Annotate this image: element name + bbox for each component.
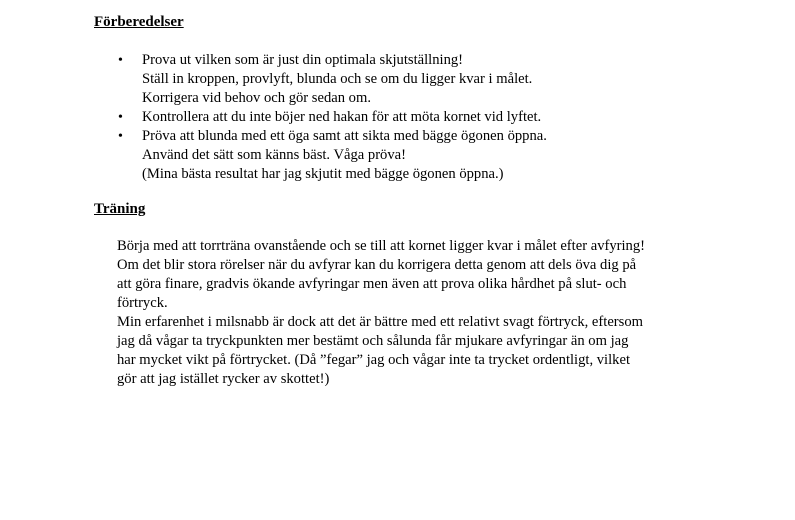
paragraph-text-line: har mycket vikt på förtrycket. (Då ”fegar” jag och vågar inte ta trycket ordentligt, vilket bbox=[117, 352, 630, 368]
bullet-text-line: Korrigera vid behov och gör sedan om. bbox=[142, 90, 371, 106]
list-item bbox=[117, 127, 547, 184]
paragraph-text-line: Om det blir stora rörelser när du avfyrar kan du korrigera detta genom att dels öva dig på bbox=[117, 257, 637, 273]
paragraph-text-line: förtryck. bbox=[117, 295, 168, 311]
list-item bbox=[117, 108, 547, 127]
list-item bbox=[117, 51, 547, 108]
paragraph-text-line: att göra finare, gradvis ökande avfyringar men även att prova olika hårdhet på slut- och bbox=[117, 276, 627, 292]
bullet-text-line: Kontrollera att du inte böjer ned hakan för att möta kornet vid lyftet. bbox=[142, 109, 542, 125]
bullet-icon: • bbox=[118, 53, 123, 68]
bullet-icon: • bbox=[118, 129, 123, 144]
section-heading-preparations: Förberedelser bbox=[94, 14, 184, 30]
paragraph-text-line: gör att jag istället rycker av skottet!) bbox=[117, 371, 330, 387]
bullet-text-line: Ställ in kroppen, provlyft, blunda och se om du ligger kvar i målet. bbox=[142, 71, 533, 87]
bullet-text-line: Använd det sätt som känns bäst. Våga pröva! bbox=[142, 147, 406, 163]
preparations-bullet-list bbox=[117, 51, 547, 184]
bullet-text-line: (Mina bästa resultat har jag skjutit med bägge ögonen öppna.) bbox=[142, 166, 504, 182]
section-heading-training: Träning bbox=[94, 201, 146, 217]
bullet-icon: • bbox=[118, 110, 123, 125]
training-paragraph bbox=[117, 237, 645, 389]
paragraph-text-line: Börja med att torrträna ovanstående och se till att kornet ligger kvar i målet efter avfyring! bbox=[117, 238, 646, 254]
paragraph-text-line: jag då vågar ta tryckpunkten mer bestämt och sålunda får mjukare avfyringar än om jag bbox=[117, 333, 629, 349]
paragraph-text-line: Min erfarenhet i milsnabb är dock att det är bättre med ett relativt svagt förtryck, eftersom bbox=[117, 314, 643, 330]
bullet-text-line: Prova ut vilken som är just din optimala skjutställning! bbox=[142, 52, 464, 68]
bullet-text-line: Pröva att blunda med ett öga samt att sikta med bägge ögonen öppna. bbox=[142, 128, 547, 144]
